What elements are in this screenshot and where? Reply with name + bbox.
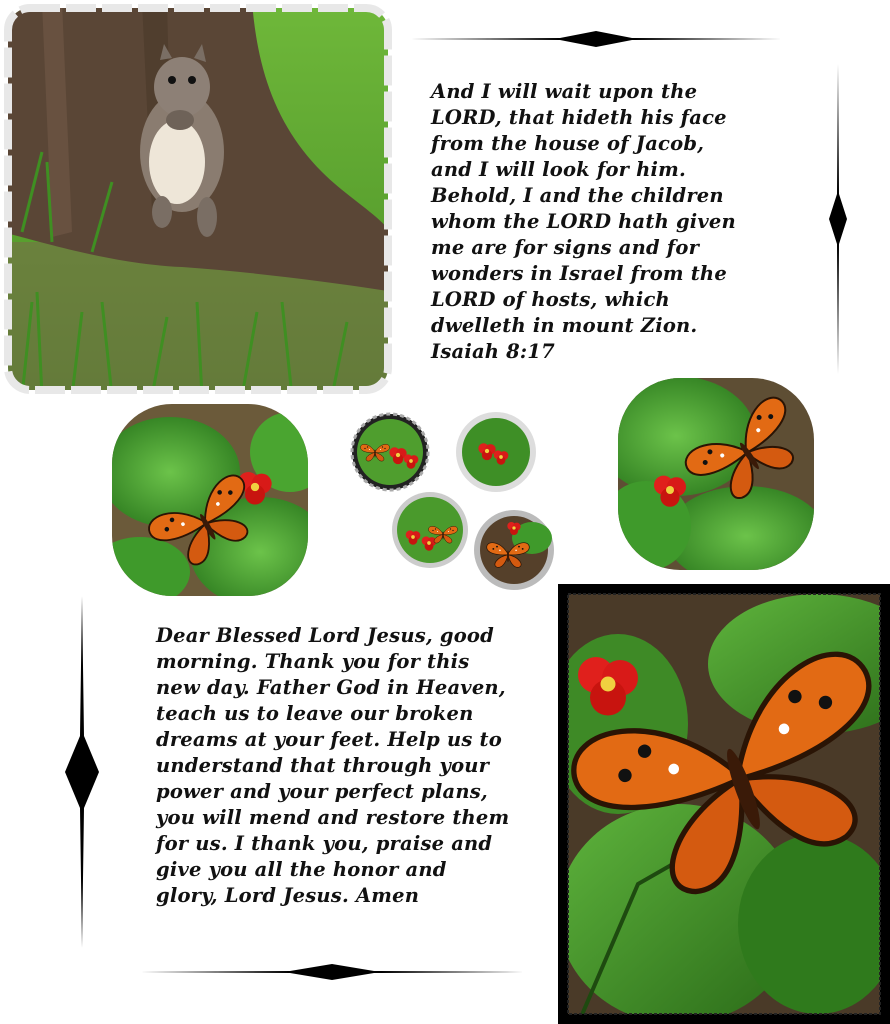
thumbnail-1: [350, 412, 430, 492]
butterfly-photo-left: [110, 402, 310, 598]
butterfly-photo-right: [616, 376, 816, 572]
verse-reference: Isaiah 8:17: [431, 340, 555, 363]
verse-text: And I will wait upon the LORD, that hideth his face from the house of Jacob, and I will look for him. Behold, I and the children whom the LORD hath given me are for signs and for wonders in Israel from the LORD of hosts, which dwelleth in mount Zion.: [431, 80, 736, 337]
top-divider: [410, 30, 782, 48]
thumbnail-3: [390, 490, 470, 570]
thumbnail-4: [472, 508, 556, 592]
squirrel-photo: [2, 2, 394, 396]
butterfly-photo-large: [558, 584, 890, 1024]
thumbnail-2: [454, 410, 538, 494]
prayer-text: Dear Blessed Lord Jesus, good morning. Thank you for this new day. Father God in Heaven, teach us to leave our broken dreams at your feet. Help us to understand that through your power and your perfect plans, you will mend and restore them for us. I thank you, praise and give you all the honor and glory, Lord Jesus. Amen: [156, 624, 510, 907]
left-vertical-divider: [64, 596, 100, 948]
right-vertical-divider: [828, 64, 848, 374]
bottom-divider: [140, 963, 524, 981]
